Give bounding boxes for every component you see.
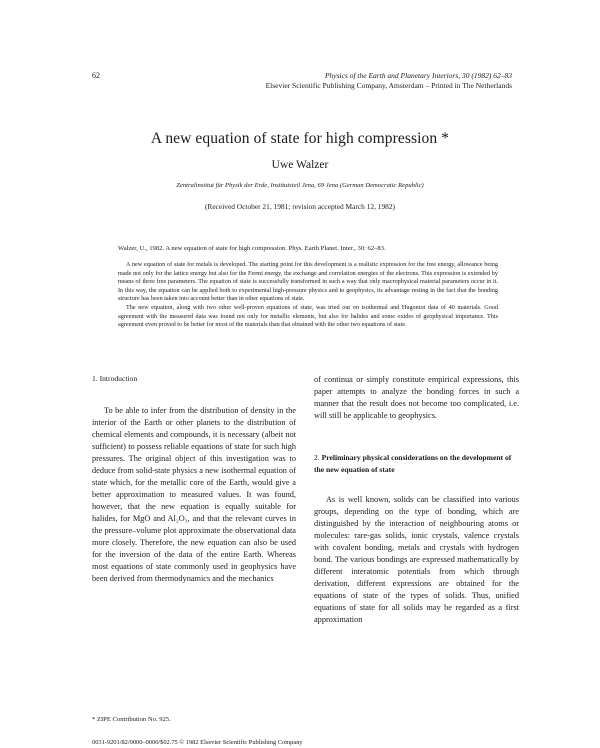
abstract-paragraph: The new equation, along with two other well-proven equations of state, was tried out on isothermal and Hugoniot data of 40 materials. Good agreement with the measured data was found not only for metallic elements, but also for halides and some oxides of geophysical importance. This agreement even proved to be better for most of the materials than that obtained with the other two equations of state. (118, 303, 498, 329)
author-name: Uwe Walzer (271, 159, 329, 171)
section-number: 2. (314, 453, 320, 462)
author-affiliation: Zentralinstitut für Physik der Erde, Institutsteil Jena, 69 Jena (German Democratic Republic) (176, 182, 424, 189)
copyright-line: 0031-9201/82/0000–0000/$02.75 © 1982 Elsevier Scientific Publishing Company (92, 739, 303, 746)
page-number: 62 (92, 71, 100, 80)
section-number: 1. (92, 374, 98, 383)
received-dates: (Received October 21, 1981; revision accepted March 12, 1982) (204, 202, 396, 211)
section-heading-introduction (92, 374, 296, 383)
left-column (92, 374, 296, 585)
section-title: Preliminary physical considerations on the development of the new equation of state (314, 453, 512, 474)
abstract-citation: Walzer, U., 1982. A new equation of state for high compression. Phys. Earth Planet. Inter., 30: 62–83. (118, 245, 386, 252)
section-heading-preliminary (314, 452, 519, 476)
section-title: Introduction (99, 374, 138, 383)
body-paragraph: To be able to infer from the distribution of density in the interior of the Earth or other planets to the distribution of chemical elements and compounds, it is necessary (albeit not sufficient) to possess reliable equations of state for such high pressures. The original object of this investigation was to deduce from solid-state physics a new isothermal equation of state which, for the metallic core of the Earth, would give a better approximation to measured values. It was found, however, that the new equation is equally suitable for halides, for MgO and Al₂O₃, and that the relevant curves in the pressure–volume plot approximate the observational data more closely. Therefore, the new equation can also be used for the inversion of the data of the entire Earth. Whereas most equations of state commonly used in geophysics have been derived from thermodynamics and the mechanics (92, 406, 296, 583)
body-paragraph-continuation: of continua or simply constitute empirical expressions, this paper attempts to analyze the bonding forces in such a manner that the result does not become too complicated, i.e. will still be applicable to geophysics. (314, 375, 519, 420)
footnote: * ZIPE Contribution No. 925. (92, 716, 171, 723)
abstract (118, 261, 498, 330)
right-column (314, 374, 519, 626)
body-paragraph: As is well known, solids can be classified into various groups, depending on the type of bonding, which are distinguished by the interaction of neighbouring atoms or molecules: rare-gas solids, ionic crystals, valence crystals with covalent bonding, metals and crystals with hydrogen bond. The various bondings are expressed mathematically by different interatomic potentials from which through derivation, different expressions are obtained for the equations of state of the types of solids. Thus, unified equations of state for all solids may be regarded as a first approximation (314, 495, 519, 624)
article-title: A new equation of state for high compression * (150, 130, 450, 147)
journal-citation: Physics of the Earth and Planetary Interiors, 30 (1982) 62–83 (324, 71, 512, 80)
publisher-line: Elsevier Scientific Publishing Company, Amsterdam – Printed in The Netherlands (265, 81, 512, 90)
abstract-paragraph: A new equation of state for metals is developed. The starting point for this development is a realistic expression for the free energy, allowance being made not only for the lattice energy but also for the Fermi energy, the exchange and correlation energies of the electrons. This expression is extended by means of three free parameters. The equation of state is successfully transformed in such a way that only macrophysical material parameters occur in it. In this way, the equation can be applied both to experimental high-pressure physics and to geophysics, its advantage resting in the fact that the bonding structure has been taken into account better than in other equations of state. (118, 261, 498, 303)
